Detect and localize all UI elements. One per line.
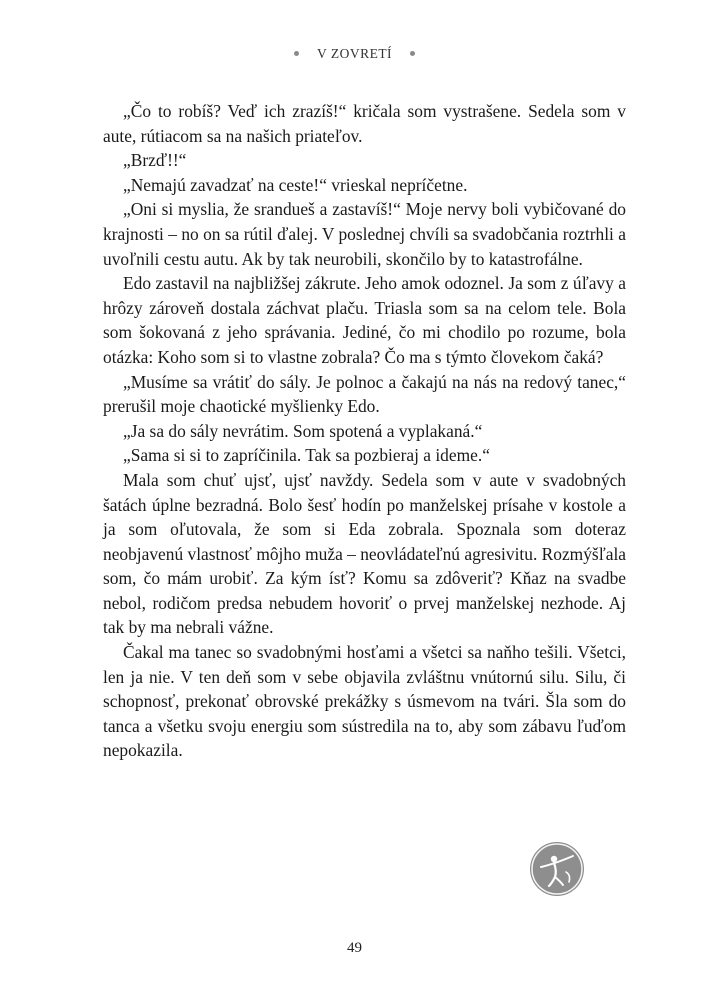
paragraph: „Ja sa do sály nevrátim. Som spotená a vyplakaná.“ — [123, 420, 483, 441]
running-title: V ZOVRETÍ — [316, 46, 393, 61]
body-text — [103, 99, 626, 763]
paragraph: Čakal ma tanec so svadobnými hosťami a všetci sa naňho tešili. Všetci, len ja nie. V ten deň som v sebe objavila zvláštnu vnútornú silu. Silu, či schopnosť, prekonať obrovské prekážky s úsmevom na tvári. Šla som do tanca a všetku svoju energiu som sústredila na to, aby som zábavu ľuďom nepokazila. — [103, 642, 626, 761]
bullet-dot-right — [410, 51, 415, 56]
page-number: 49 — [347, 940, 362, 956]
paragraph: Mala som chuť ujsť, ujsť navždy. Sedela som v aute v svadobných šatách úplne bezradná. Bolo šesť hodín po manželskej prísahe v kostole a ja som oľutovala, že som si Eda zobrala. Spoznala som doteraz neobjavenú vlastnosť môjho muža – neovládateľnú agresivitu. Rozmýšľala som, čo mám urobiť. Za kým ísť? Komu sa zdôveriť? Kňaz na svadbe nebol, rodičom predsa nebudem hovoriť o prvej manželskej nezhode. Aj tak by ma nebrali vážne. — [103, 469, 626, 638]
paragraph: „Čo to robíš? Veď ich zrazíš!“ kričala som vystrašene. Sedela som v aute, rútiacom sa na našich priateľov. — [103, 101, 626, 146]
paragraph: „Brzď!!“ — [123, 150, 187, 171]
paragraph: „Musíme sa vrátiť do sály. Je polnoc a čakajú na nás na redový tanec,“ prerušil moje chaotické myšlienky Edo. — [103, 371, 626, 417]
dancer-figure-icon — [530, 842, 584, 896]
paragraph: Edo zastavil na najbližšej zákrute. Jeho amok odoznel. Ja som z úľavy a hrôzy zároveň dostala záchvat plaču. Triasla som sa na celom tele. Bola som šokovaná z jeho správania. Jediné, čo mi chodilo po rozume, bola otázka: Koho som si to vlastne zobrala? Čo ma s týmto človekom čaká? — [103, 273, 626, 367]
paragraph: „Oni si myslia, že srandueš a zastavíš!“ Moje nervy boli vybičované do krajnosti – no on sa rútil ďalej. V poslednej chvíli sa svadobčania roztrhli a uvoľnili cestu autu. Ak by tak neurobili, skončilo by to katastrofálne. — [103, 199, 626, 269]
paragraph: „Nemajú zavadzať na ceste!“ vrieskal nepríčetne. — [123, 174, 468, 195]
running-header — [0, 46, 709, 62]
bullet-dot-left — [294, 51, 299, 56]
paragraph: „Sama si si to zapríčinila. Tak sa pozbieraj a ideme.“ — [123, 445, 490, 466]
